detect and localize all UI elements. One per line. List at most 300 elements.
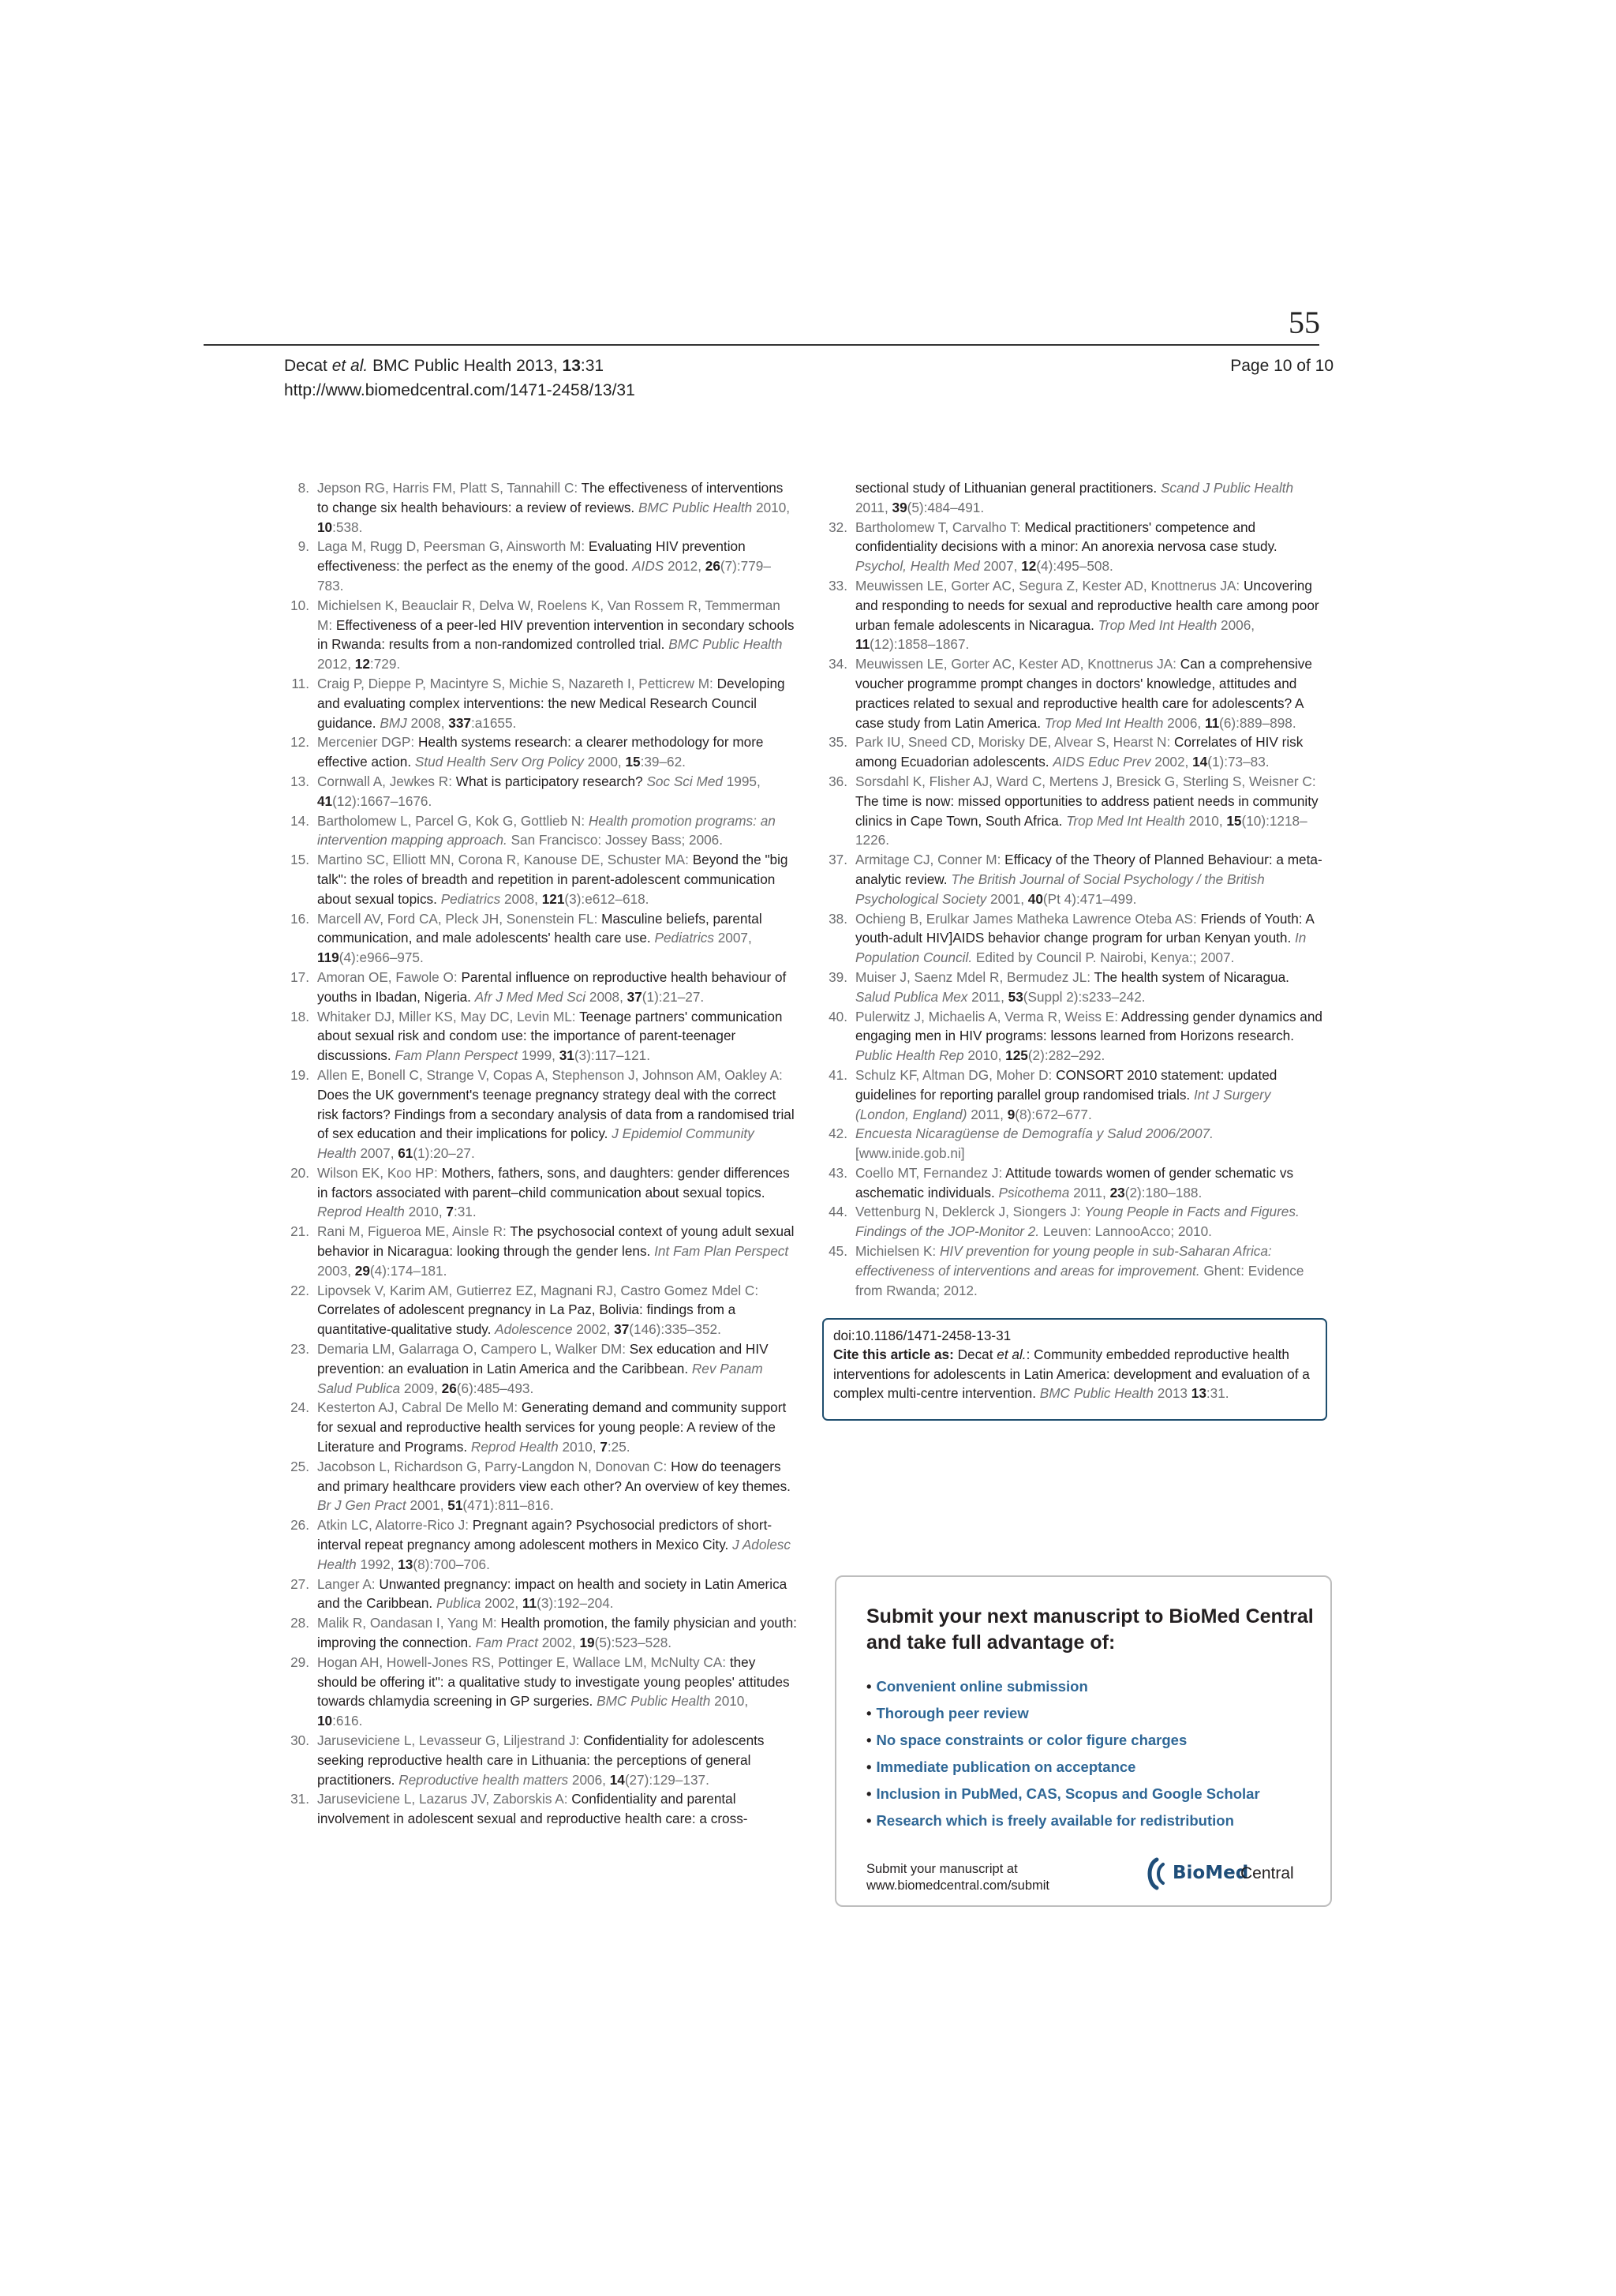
advert-benefit-label: Inclusion in PubMed, CAS, Scopus and Google Scholar [876, 1785, 1260, 1802]
advert-heading-line-1: Submit your next manuscript to BioMed Central [866, 1605, 1314, 1627]
reference-volume: 15 [1226, 812, 1242, 829]
reference-title: Health systems research: a clearer methodology for more effective action. [317, 734, 764, 770]
references-left-column [284, 478, 797, 1829]
reference-number: 9. [297, 538, 309, 555]
reference-authors: Vettenburg N, Deklerck J, Siongers J: [855, 1204, 1085, 1220]
reference-year: Leuven: LannooAcco; 2010. [1039, 1223, 1212, 1240]
reference-pages: (1):21–27. [642, 988, 705, 1005]
reference-item [822, 654, 1324, 732]
reference-pages: (6):485–493. [456, 1380, 534, 1396]
running-head-etal: et al. [331, 357, 368, 375]
reference-title: Confidentiality for adolescents seeking reproductive health care in Lithuania: the perceptions of general practitioners. [317, 1732, 765, 1788]
cite-volume: 13 [1191, 1385, 1206, 1402]
reference-journal: Scand J Public Health [1160, 480, 1294, 496]
reference-authors: Jaruseviciene L, Lazarus JV, Zaborskis A: [317, 1791, 572, 1807]
reference-title: Addressing gender dynamics and engaging men in HIV programs: lessons learned from Horizons research. [855, 1008, 1322, 1044]
reference-pages: (1):73–83. [1207, 754, 1270, 770]
reference-title: sectional study of Lithuanian general practitioners. [855, 480, 1158, 496]
reference-year: 2011, [967, 988, 1008, 1005]
reference-number: 22. [290, 1282, 309, 1298]
reference-title: Health promotion, the family physician and youth: improving the connection. [317, 1615, 797, 1651]
reference-title: Mothers, fathers, sons, and daughters: gender differences in factors associated with parent–child communication about sexual topics. [317, 1164, 790, 1200]
reference-item [284, 909, 797, 968]
reference-number: 31. [290, 1791, 309, 1807]
reference-year: 2001, [986, 890, 1028, 907]
reference-title: Pregnant again? Psychosocial predictors of short-interval repeat pregnancy among adolescent mothers in Mexico City. [317, 1517, 772, 1553]
reference-title: Does the UK government's teenage pregnancy strategy deal with the correct risk factors? Findings from a secondary analysis of data from a randomised trial of sex education and their implications for policy. [317, 1086, 795, 1142]
reference-pages: :25. [607, 1439, 630, 1455]
reference-title: Evaluating HIV prevention effectiveness: the perfect as the enemy of the good. [317, 538, 746, 575]
reference-item [284, 1789, 797, 1829]
reference-authors: Pulerwitz J, Michaelis A, Verma R, Weiss E: [855, 1008, 1121, 1024]
reference-item [284, 1515, 797, 1574]
reference-pages: (3):192–204. [537, 1595, 614, 1612]
reference-authors: Bartholomew T, Carvalho T: [855, 519, 1025, 535]
running-head-url[interactable]: http://www.biomedcentral.com/1471-2458/13/31 [284, 381, 635, 399]
cite-this-article-box [822, 1318, 1327, 1421]
cite-label: Cite this article as: [833, 1347, 954, 1363]
reference-year: 2010, [752, 499, 791, 515]
reference-journal: Stud Health Serv Org Policy [414, 754, 584, 770]
reference-title: Correlates of HIV risk among Ecuadorian adolescents. [855, 734, 1304, 770]
reference-number: 36. [829, 773, 847, 789]
reference-pages: :616. [332, 1713, 363, 1729]
reference-year: 2007, [979, 558, 1022, 575]
biomed-central-advert [835, 1575, 1332, 1907]
reference-title: Correlates of adolescent pregnancy in La Paz, Bolivia: findings from a quantitative-qualitative study. [317, 1302, 736, 1338]
reference-number: 14. [290, 812, 309, 829]
advert-benefit-label: Research which is freely available for redistribution [876, 1812, 1234, 1829]
reference-item [822, 968, 1324, 1007]
reference-number: 34. [829, 656, 847, 672]
reference-number: 29. [290, 1654, 309, 1670]
reference-item [822, 732, 1324, 772]
reference-year: 2006, [1163, 714, 1205, 731]
reference-journal: Reproductive health matters [398, 1771, 569, 1788]
reference-year: 2008, [406, 714, 449, 731]
reference-number: 26. [290, 1517, 309, 1534]
reference-journal: Fam Pract [475, 1635, 538, 1651]
reference-number: 27. [290, 1575, 309, 1592]
reference-year: 2000, [583, 754, 626, 770]
reference-item [822, 1066, 1324, 1124]
cite-text [833, 1345, 1316, 1403]
reference-pages: (4):174–181. [369, 1262, 447, 1279]
reference-authors: Kesterton AJ, Cabral De Mello M: [317, 1399, 522, 1416]
reference-volume: 14 [1192, 754, 1208, 770]
reference-journal: Young People in Facts and Figures. Findings of the JOP-Monitor 2. [855, 1204, 1300, 1240]
reference-volume: 7 [446, 1204, 454, 1220]
running-head-author: Decat [284, 357, 332, 375]
reference-item [284, 537, 797, 595]
reference-item [822, 1007, 1324, 1066]
reference-volume: 9 [1007, 1106, 1016, 1122]
reference-volume: 14 [609, 1771, 625, 1788]
reference-year: 2012, [317, 656, 355, 672]
reference-title: The effectiveness of interventions to change six health behaviours: a review of reviews. [317, 480, 784, 515]
reference-item [822, 518, 1324, 576]
reference-pages: :39–62. [640, 754, 686, 770]
reference-volume: 121 [541, 890, 565, 907]
reference-authors: Muiser J, Saenz Mdel R, Bermudez JL: [855, 968, 1094, 985]
reference-pages: :538. [332, 519, 363, 535]
reference-title: Generating demand and community support for sexual and reproductive health services for young people: A review of the Literature and Programs. [317, 1399, 787, 1455]
reference-journal: AIDS Educ Prev [1053, 754, 1151, 770]
reference-year: 1999, [518, 1047, 559, 1064]
reference-pages: (5):523–528. [594, 1635, 672, 1651]
advert-submit-url[interactable]: www.biomedcentral.com/submit [866, 1878, 1049, 1893]
reference-item [284, 1163, 797, 1222]
cite-title: : Community embedded reproductive health interventions for adolescents in Latin America: development and evaluation of a complex multi-centre intervention. [833, 1347, 1310, 1402]
reference-number: 23. [290, 1341, 309, 1358]
reference-year: 2002, [572, 1321, 615, 1338]
reference-number: 33. [829, 577, 847, 594]
logo-biomed-text: BioMed [1173, 1863, 1249, 1883]
header-rule [204, 344, 1319, 346]
reference-item [822, 909, 1324, 968]
advert-submit-text [866, 1861, 1049, 1894]
reference-year: 2009, [400, 1380, 442, 1396]
reference-item [284, 968, 797, 1007]
reference-pages: (3):117–121. [574, 1047, 651, 1064]
reference-authors: Bartholomew L, Parcel G, Kok G, Gottlieb N: [317, 812, 589, 829]
reference-journal: BMC Public Health [638, 499, 753, 515]
reference-volume: 37 [614, 1321, 630, 1338]
bullet-icon: • [866, 1732, 872, 1748]
reference-title: Confidentiality and parental involvement in adolescent sexual and reproductive health care: a cross- [317, 1791, 748, 1827]
reference-year: 2010, [404, 1204, 447, 1220]
advert-benefit-label: No space constraints or color figure charges [876, 1732, 1188, 1748]
reference-number: 15. [290, 852, 309, 868]
reference-year: 2006, [1217, 616, 1255, 633]
reference-year: 2011, [967, 1106, 1008, 1122]
advert-submit-line-1: Submit your manuscript at [866, 1862, 1018, 1876]
reference-pages: (3):e612–618. [564, 890, 649, 907]
reference-pages: :729. [369, 656, 401, 672]
reference-number: 11. [291, 675, 309, 691]
advert-benefit[interactable] [866, 1807, 1260, 1834]
reference-year: Ghent: Evidence from Rwanda; 2012. [855, 1262, 1304, 1298]
cite-etal: et al. [997, 1347, 1027, 1363]
reference-volume: 19 [579, 1635, 595, 1651]
reference-journal: HIV prevention for young people in sub-Saharan Africa: effectiveness of interventions and areas for improvement. [855, 1243, 1272, 1279]
reference-continuation [822, 478, 1324, 518]
reference-authors: Sorsdahl K, Flisher AJ, Ward C, Mertens J, Bresick G, Sterling S, Weisner C: [855, 773, 1316, 789]
reference-volume: 26 [441, 1380, 457, 1396]
reference-year: 2008, [500, 890, 542, 907]
reference-year: 2010, [710, 1693, 749, 1710]
reference-journal: Rev Panam Salud Publica [317, 1360, 763, 1396]
reference-year: [www.inide.gob.ni] [855, 1145, 965, 1162]
reference-pages: (27):129–137. [624, 1771, 709, 1788]
reference-authors: Hogan AH, Howell-Jones RS, Pottinger E, Wallace LM, McNulty CA: [317, 1654, 730, 1670]
reference-volume: 15 [625, 754, 641, 770]
reference-volume: 11 [855, 636, 870, 653]
reference-pages: :a1655. [470, 714, 517, 731]
reference-volume: 125 [1005, 1047, 1028, 1064]
reference-number: 43. [829, 1164, 847, 1181]
reference-title: Medical practitioners' competence and confidentiality decisions with a minor: An anorexia nervosa case study. [855, 519, 1277, 555]
reference-volume: 11 [1204, 714, 1220, 731]
cite-journal: BMC Public Health [1035, 1385, 1154, 1402]
reference-number: 28. [290, 1615, 309, 1631]
reference-title: Can a comprehensive voucher programme prompt changes in doctors' knowledge, attitudes and practices related to sexual and reproductive health care for adolescents? A case study from Latin America. [855, 656, 1312, 731]
reference-number: 42. [829, 1126, 847, 1142]
reference-item [284, 850, 797, 908]
reference-pages: (6):889–898. [1219, 714, 1296, 731]
reference-journal: Int Fam Plan Perspect [654, 1243, 789, 1260]
advert-benefit[interactable] [866, 1754, 1260, 1781]
reference-year: 2011, [1069, 1184, 1110, 1200]
reference-number: 13. [290, 773, 309, 789]
reference-authors: Meuwissen LE, Gorter AC, Segura Z, Kester AD, Knottnerus JA: [855, 577, 1244, 594]
reference-journal: Int J Surgery (London, England) [855, 1086, 1271, 1122]
running-head-journal: BMC Public Health [368, 357, 512, 375]
references-right-column [822, 478, 1324, 1300]
reference-number: 17. [290, 968, 309, 985]
reference-volume: 53 [1008, 988, 1023, 1005]
reference-item [284, 478, 797, 537]
reference-item [284, 1575, 797, 1614]
reference-authors: Jaruseviciene L, Levasseur G, Liljestrand J: [317, 1732, 584, 1748]
reference-authors: Martino SC, Elliott MN, Corona R, Kanouse DE, Schuster MA: [317, 852, 693, 868]
reference-journal: Health promotion programs: an intervention mapping approach. [317, 812, 776, 848]
cite-issue: :31. [1206, 1385, 1229, 1402]
advert-benefit[interactable] [866, 1781, 1260, 1807]
reference-pages: (1):20–27. [413, 1145, 475, 1162]
reference-year: 2001, [406, 1497, 448, 1514]
reference-volume: 119 [317, 949, 339, 966]
advert-benefit[interactable] [866, 1673, 1260, 1700]
running-head-page: Page 10 of 10 [1230, 357, 1334, 375]
reference-title: Sex education and HIV prevention: an evaluation in Latin America and the Caribbean. [317, 1341, 769, 1376]
biomed-central-logo-icon [1146, 1856, 1171, 1891]
reference-volume: 12 [1021, 558, 1037, 575]
reference-volume: 37 [627, 988, 642, 1005]
reference-authors: Demaria LM, Galarraga O, Campero L, Walker DM: [317, 1341, 630, 1358]
reference-year: 2006, [568, 1771, 610, 1788]
reference-pages: (Suppl 2):s233–242. [1023, 988, 1146, 1005]
reference-pages: (10):1218–1226. [855, 812, 1307, 848]
reference-item [284, 1007, 797, 1066]
advert-benefit-label: Immediate publication on acceptance [876, 1759, 1136, 1775]
reference-item [822, 576, 1324, 654]
reference-item [284, 1281, 797, 1339]
cite-year: 2013 [1153, 1385, 1191, 1402]
advert-benefit-label: Thorough peer review [876, 1705, 1029, 1721]
reference-volume: 10 [317, 519, 333, 535]
reference-title: Developing and evaluating complex interventions: the new Medical Research Council guidance. [317, 675, 785, 731]
running-head-year: 2013, [511, 357, 563, 375]
reference-authors: Michielsen K, Beauclair R, Delva W, Roelens K, Van Rossem R, Temmerman M: [317, 597, 780, 633]
advert-benefit[interactable] [866, 1700, 1260, 1727]
reference-authors: Amoran OE, Fawole O: [317, 968, 462, 985]
reference-year: 2008, [585, 988, 627, 1005]
reference-authors: Whitaker DJ, Miller KS, May DC, Levin ML: [317, 1008, 580, 1024]
reference-authors: Schulz KF, Altman DG, Moher D: [855, 1066, 1057, 1083]
reference-year: 2007, [356, 1145, 398, 1162]
reference-number: 32. [829, 519, 847, 535]
reference-pages: (12):1858–1867. [870, 636, 970, 653]
reference-item [284, 1066, 797, 1163]
reference-authors: Coello MT, Fernandez J: [855, 1164, 1006, 1181]
reference-number: 44. [829, 1204, 847, 1220]
reference-number: 38. [829, 910, 847, 927]
reference-authors: Park IU, Sneed CD, Morisky DE, Alvear S, Hearst N: [855, 734, 1175, 751]
reference-authors: Ochieng B, Erulkar James Matheka Lawrence Oteba AS: [855, 910, 1201, 927]
reference-year: 2007, [713, 930, 752, 946]
reference-title: Friends of Youth: A youth-adult HIV]AIDS behavior change program for urban Kenyan youth. [855, 910, 1314, 946]
reference-title: they should be offering it": a qualitative study to investigate young peoples' attitudes towards chlamydia screening in GP surgeries. [317, 1654, 790, 1710]
reference-volume: 40 [1027, 890, 1043, 907]
reference-authors: Meuwissen LE, Gorter AC, Kester AD, Knottnerus JA: [855, 656, 1180, 672]
reference-volume: 41 [317, 792, 333, 809]
reference-journal: Public Health Rep [855, 1047, 964, 1064]
running-head-citation [284, 355, 604, 377]
running-head-volume: 13 [562, 357, 581, 375]
reference-item [284, 1613, 797, 1653]
reference-authors: Atkin LC, Alatorre-Rico J: [317, 1517, 473, 1534]
reference-journal: Psicothema [998, 1184, 1070, 1200]
reference-item [284, 1457, 797, 1515]
reference-journal: Br J Gen Pract [317, 1497, 406, 1514]
reference-journal: Encuesta Nicaragüense de Demografía y Salud 2006/2007. [855, 1126, 1214, 1142]
reference-number: 12. [290, 734, 309, 751]
reference-pages: (8):672–677. [1015, 1106, 1092, 1122]
reference-authors: Armitage CJ, Conner M: [855, 852, 1005, 868]
reference-title: Beyond the "big talk": the roles of breadth and repetition in parent-adolescent communication about sexual topics. [317, 852, 788, 907]
reference-authors: Cornwall A, Jewkes R: [317, 773, 456, 789]
reference-volume: 29 [354, 1262, 370, 1279]
reference-year: 2003, [317, 1262, 355, 1279]
reference-title: Parental influence on reproductive health behaviour of youths in Ibadan, Nigeria. [317, 968, 787, 1005]
reference-journal: The British Journal of Social Psychology / the British Psychological Society [855, 871, 1265, 907]
reference-year: 2002, [537, 1635, 580, 1651]
reference-pages: (4):e966–975. [339, 949, 424, 966]
reference-item [284, 772, 797, 811]
reference-title: Efficacy of the Theory of Planned Behaviour: a meta-analytic review. [855, 852, 1322, 887]
reference-authors: Jepson RG, Harris FM, Platt S, Tannahill C: [317, 480, 582, 496]
reference-title: The psychosocial context of young adult sexual behavior in Nicaragua: looking through the gender lens. [317, 1223, 795, 1260]
reference-volume: 10 [317, 1713, 333, 1729]
reference-journal: Psychol, Health Med [855, 558, 980, 575]
reference-item [284, 596, 797, 674]
reference-number: 45. [829, 1243, 847, 1260]
reference-authors: Langer A: [317, 1575, 380, 1592]
reference-pages: (471):811–816. [462, 1497, 554, 1514]
reference-volume: 51 [447, 1497, 463, 1514]
advert-benefit[interactable] [866, 1727, 1260, 1754]
reference-year: 1995, [722, 773, 761, 789]
reference-journal: Pediatrics [440, 890, 501, 907]
reference-number: 39. [829, 968, 847, 985]
reference-volume: 26 [705, 558, 720, 575]
reference-item [822, 1124, 1324, 1163]
reference-journal: AIDS [632, 558, 664, 575]
reference-authors: Lipovsek V, Karim AM, Gutierrez EZ, Magnani RJ, Castro Gomez Mdel C: [317, 1282, 759, 1298]
reference-authors: Rani M, Figueroa ME, Ainsle R: [317, 1223, 511, 1240]
reference-number: 21. [290, 1223, 309, 1240]
reference-authors: Laga M, Rugg D, Peersman G, Ainsworth M: [317, 538, 589, 555]
reference-pages: (8):700–706. [413, 1556, 490, 1572]
reference-item [284, 1398, 797, 1456]
reference-journal: Trop Med Int Health [1066, 812, 1185, 829]
reference-item [822, 1242, 1324, 1300]
reference-journal: Publica [436, 1595, 481, 1612]
reference-number: 16. [290, 910, 309, 927]
doi[interactable]: doi:10.1186/1471-2458-13-31 [833, 1328, 1012, 1343]
reference-year: Edited by Council P. Nairobi, Kenya:; 2007. [972, 949, 1235, 966]
cite-author: Decat [953, 1347, 997, 1363]
reference-journal: BMJ [380, 714, 407, 731]
reference-item [822, 850, 1324, 908]
reference-journal: J Epidemiol Community Health [317, 1126, 754, 1162]
reference-journal: Trop Med Int Health [1044, 714, 1164, 731]
reference-journal: J Adolesc Health [317, 1537, 791, 1572]
reference-item [822, 772, 1324, 850]
reference-year: 2002, [1150, 754, 1193, 770]
reference-journal: BMC Public Health [597, 1693, 711, 1710]
bullet-icon: • [866, 1812, 872, 1829]
reference-year: 2010, [1184, 812, 1227, 829]
reference-title: What is participatory research? [455, 773, 643, 789]
reference-year: 1992, [356, 1556, 398, 1572]
reference-title: The health system of Nicaragua. [1094, 968, 1289, 985]
advert-heading [866, 1604, 1314, 1656]
reference-year: 2002, [481, 1595, 522, 1612]
reference-title: Uncovering and responding to needs for sexual and reproductive health care among poor urban female adolescents in Nicaragua. [855, 577, 1319, 633]
reference-item [284, 732, 797, 772]
reference-authors: Craig P, Dieppe P, Macintyre S, Michie S, Nazareth I, Petticrew M: [317, 675, 717, 691]
reference-journal: Fam Plann Perspect [395, 1047, 518, 1064]
reference-number: 24. [290, 1399, 309, 1416]
reference-authors: Michielsen K: [855, 1243, 940, 1260]
reference-year: 2011, [855, 499, 892, 515]
reference-number: 37. [829, 852, 847, 868]
reference-volume: 11 [522, 1595, 537, 1612]
advert-heading-line-2: and take full advantage of: [866, 1631, 1116, 1654]
reference-volume: 39 [892, 499, 907, 515]
reference-authors: Allen E, Bonell C, Strange V, Copas A, Stephenson J, Johnson AM, Oakley A: [317, 1066, 783, 1083]
reference-pages: (2):180–188. [1124, 1184, 1203, 1200]
reference-number: 19. [290, 1066, 309, 1083]
reference-volume: 13 [398, 1556, 413, 1572]
reference-item [822, 1163, 1324, 1203]
reference-number: 8. [297, 480, 309, 496]
reference-journal: BMC Public Health [668, 636, 783, 653]
reference-year: 2012, [664, 558, 705, 575]
reference-title: How do teenagers and primary healthcare providers view each other? An overview of key themes. [317, 1458, 791, 1494]
advert-benefit-label: Convenient online submission [876, 1678, 1088, 1695]
reference-volume: 31 [559, 1047, 574, 1064]
reference-volume: 337 [448, 714, 471, 731]
reference-item [284, 811, 797, 851]
reference-number: 30. [290, 1732, 309, 1748]
reference-pages: :31. [453, 1204, 477, 1220]
reference-pages: (2):282–292. [1027, 1047, 1105, 1064]
reference-journal: Pediatrics [654, 930, 714, 946]
bullet-icon: • [866, 1759, 872, 1775]
reference-journal: Reprod Health [317, 1204, 405, 1220]
reference-number: 18. [290, 1008, 309, 1024]
reference-item [284, 674, 797, 732]
thesis-page-number: 55 [1289, 305, 1320, 340]
reference-volume: 7 [600, 1439, 608, 1455]
reference-year: San Francisco: Jossey Bass; 2006. [507, 832, 724, 848]
reference-title: Effectiveness of a peer-led HIV prevention intervention in secondary schools in Rwanda: results from a non-randomized controlled trial. [317, 616, 795, 653]
reference-number: 20. [290, 1164, 309, 1181]
reference-number: 40. [829, 1008, 847, 1024]
